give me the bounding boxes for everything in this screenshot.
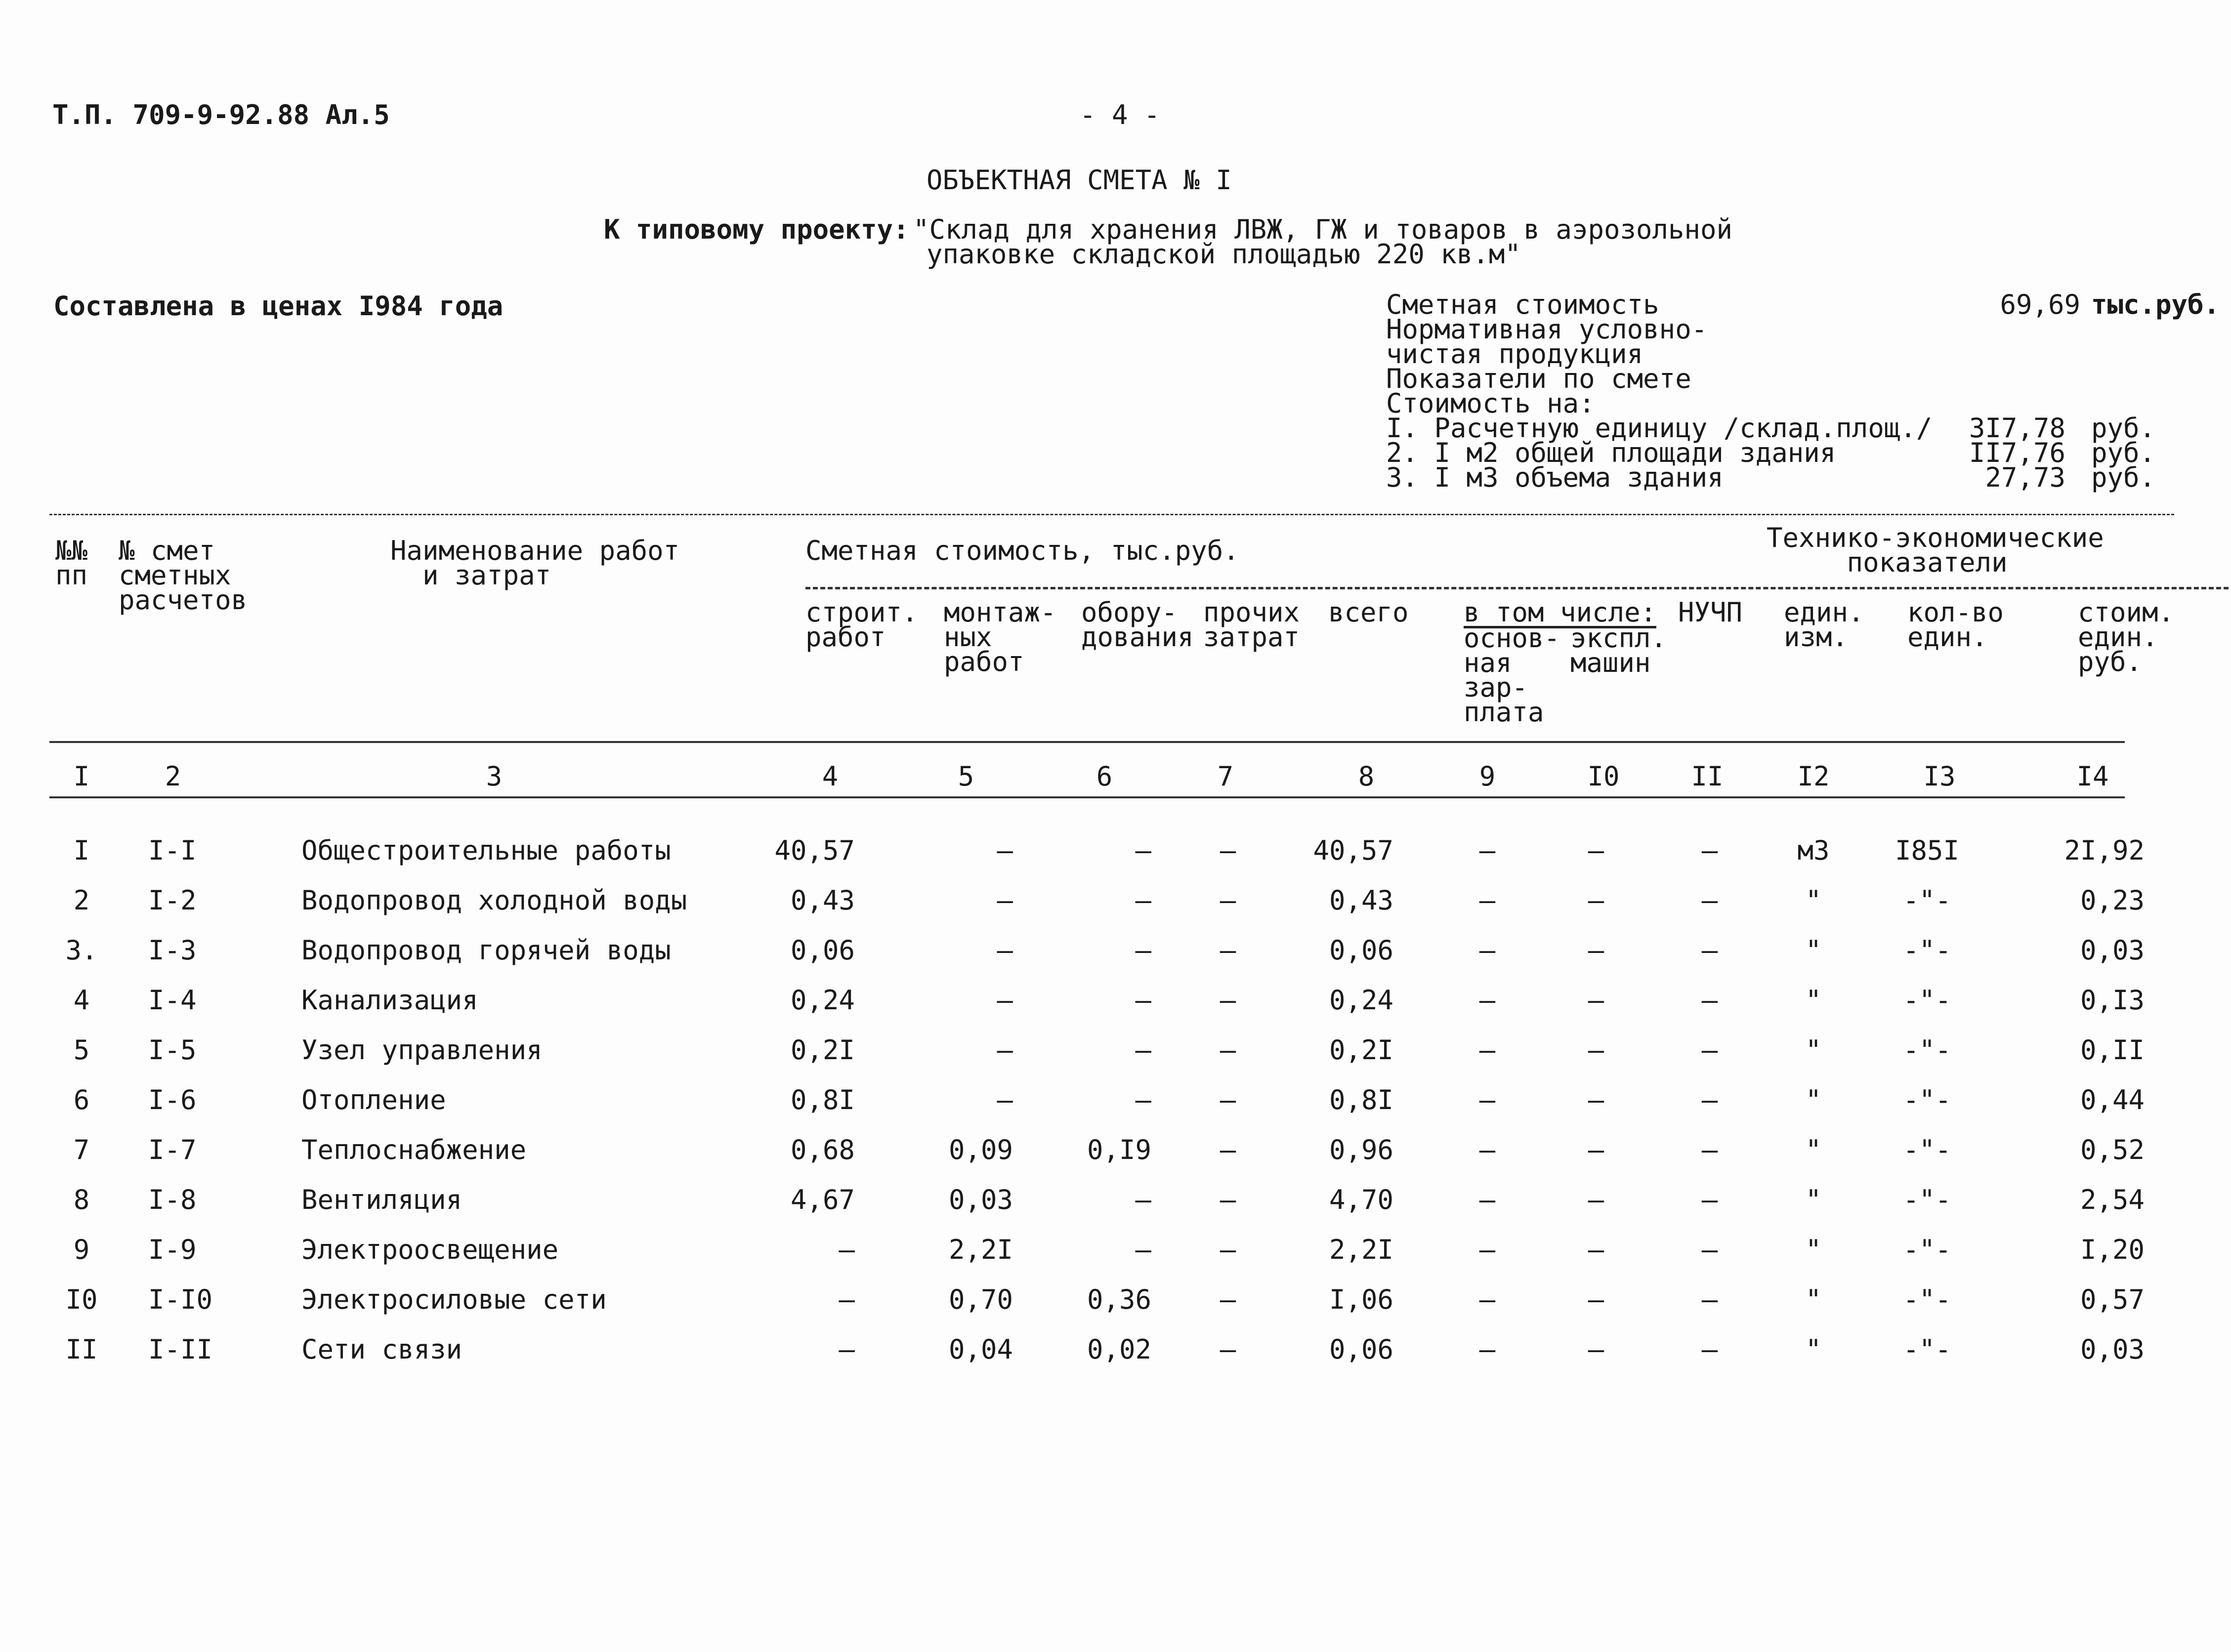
column-numbers-rule [49,796,2125,798]
work-name: Узел управления [301,1034,543,1066]
unit-quantity: -"- [1903,935,1951,966]
estimated-cost-unit: тыс.руб. [2091,289,2220,320]
measure-unit: " [1805,885,1822,916]
col-header-quantity: кол-во един. [1907,597,2004,653]
construction-cost: 4,67 [790,1184,855,1215]
column-number: I4 [2076,761,2109,792]
nuchp: – [1701,1234,1718,1265]
row-number: 8 [73,1184,90,1215]
machine-operation: – [1588,1134,1604,1165]
base-salary: – [1479,1034,1496,1066]
row-number: 6 [73,1084,90,1115]
estimated-cost-value: 69,69 [2000,289,2080,320]
unit-cost: 0,I3 [2080,985,2145,1016]
equipment-cost: – [1135,985,1151,1016]
total-cost: 0,8I [1329,1084,1393,1115]
indicator-label: 2. I м2 общей площади здания [1386,437,1836,468]
unit-quantity: -"- [1903,1034,1951,1066]
unit-quantity: -"- [1903,1234,1951,1265]
equipment-cost: – [1135,1084,1151,1115]
base-salary: – [1479,1184,1496,1215]
work-name: Сети связи [301,1334,463,1365]
column-number: 9 [1479,761,1496,792]
column-number: 3 [486,761,503,792]
machine-operation: – [1588,835,1604,866]
installation-cost: – [997,1084,1013,1115]
work-name: Вентиляция [301,1184,463,1215]
equipment-cost: 0,I9 [1087,1134,1151,1165]
project-name-line2: упаковке складской площадью 220 кв.м" [926,239,1521,270]
base-salary: – [1479,1334,1496,1365]
page-number: - 4 - [1080,99,1160,130]
nuchp: – [1701,835,1718,866]
other-cost: – [1220,935,1236,966]
base-salary: – [1479,835,1496,866]
installation-cost: 2,2I [948,1234,1013,1265]
row-number: I0 [65,1284,98,1315]
equipment-cost: – [1135,885,1151,916]
header-bottom-rule [49,741,2125,743]
base-salary: – [1479,1134,1496,1165]
unit-cost: 0,03 [2080,1334,2145,1365]
estimate-number: I-2 [148,885,197,916]
total-cost: 0,43 [1329,885,1393,916]
indicator-value: 27,73 [1985,462,2065,493]
base-salary: – [1479,1284,1496,1315]
construction-cost: 0,8I [790,1084,855,1115]
measure-unit: " [1805,1334,1822,1365]
col-header-nuchp: НУЧП [1678,597,1743,628]
machine-operation: – [1588,1184,1604,1215]
row-number: 9 [73,1234,90,1265]
nuchp: – [1701,1184,1718,1215]
unit-quantity: -"- [1903,885,1951,916]
other-cost: – [1220,835,1236,866]
row-number: 4 [73,985,90,1016]
indicator-value: II7,76 [1969,437,2065,468]
nuchp: – [1701,985,1718,1016]
machine-operation: – [1588,885,1604,916]
row-number: 2 [73,885,90,916]
unit-cost: I,20 [2080,1234,2145,1265]
installation-cost: – [997,935,1013,966]
including-header: в том числе: [1464,597,1657,628]
unit-quantity: -"- [1903,1084,1951,1115]
equipment-cost: – [1135,1034,1151,1066]
col-header-equipment: обору- дования [1081,597,1194,653]
other-cost: – [1220,1234,1236,1265]
column-number: I2 [1797,761,1830,792]
work-name: Общестроительные работы [301,835,671,866]
construction-cost: 0,24 [790,985,855,1016]
construction-cost: – [839,1234,855,1265]
document-code: Т.П. 709-9-92.88 Ал.5 [52,99,390,130]
indicators-label: Показатели по смете [1386,363,1691,394]
column-number: 7 [1217,761,1234,792]
installation-cost: 0,03 [948,1184,1013,1215]
installation-cost: – [997,1034,1013,1066]
normative-label-1: Нормативная условно- [1386,314,1708,345]
equipment-cost: – [1135,1234,1151,1265]
work-name: Электроосвещение [301,1234,559,1265]
indicator-unit: руб. [2091,462,2156,493]
col-header-estimate-no: № смет сметных расчетов [119,535,248,616]
total-cost: 0,24 [1329,985,1393,1016]
installation-cost: 0,04 [948,1334,1013,1365]
col-header-unit: един. изм. [1784,597,1864,653]
other-cost: – [1220,1284,1236,1315]
column-number: 6 [1096,761,1113,792]
base-salary: – [1479,1234,1496,1265]
col-header-other: прочих затрат [1203,597,1300,653]
col-header-total: всего [1328,597,1409,628]
total-cost: 40,57 [1313,835,1393,866]
total-cost: 0,96 [1329,1134,1393,1165]
total-cost: 0,06 [1329,1334,1393,1365]
estimate-number: I-3 [148,935,197,966]
base-salary: – [1479,935,1496,966]
other-cost: – [1220,885,1236,916]
installation-cost: – [997,835,1013,866]
estimate-number: I-6 [148,1084,197,1115]
column-number: 4 [822,761,839,792]
work-name: Канализация [301,985,478,1016]
measure-unit: " [1805,1184,1822,1215]
total-cost: I,06 [1329,1284,1393,1315]
work-name: Теплоснабжение [301,1134,527,1165]
other-cost: – [1220,1334,1236,1365]
machine-operation: – [1588,1084,1604,1115]
unit-cost: 0,II [2080,1034,2145,1066]
measure-unit: " [1805,1084,1822,1115]
row-number: I [73,835,90,866]
construction-cost: 0,06 [790,935,855,966]
unit-quantity: I85I [1894,835,1960,866]
row-number: 3. [65,935,98,966]
project-label: К типовому проекту: [604,214,909,245]
equipment-cost: – [1135,835,1151,866]
nuchp: – [1701,1284,1718,1315]
measure-unit: " [1805,1234,1822,1265]
estimate-number: I-9 [148,1234,197,1265]
col-header-name: Наименование работ и затрат [390,535,680,591]
estimate-number: I-I0 [148,1284,213,1315]
equipment-cost: 0,36 [1087,1284,1151,1315]
total-cost: 4,70 [1329,1184,1393,1215]
page-title: ОБЪЕКТНАЯ СМЕТА № I [926,165,1232,196]
unit-cost: 0,52 [2080,1134,2145,1165]
indicator-value: 3I7,78 [1969,413,2065,444]
measure-unit: " [1805,985,1822,1016]
unit-cost: 0,23 [2080,885,2145,916]
equipment-cost: – [1135,935,1151,966]
unit-quantity: -"- [1903,1134,1951,1165]
equipment-cost: – [1135,1184,1151,1215]
col-header-number: №№ пп [55,535,88,591]
column-number: I3 [1923,761,1956,792]
construction-cost: 0,2I [790,1034,855,1066]
unit-quantity: -"- [1903,1334,1951,1365]
measure-unit: " [1805,1284,1822,1315]
machine-operation: – [1588,1234,1604,1265]
row-number: II [65,1334,98,1365]
total-cost: 2,2I [1329,1234,1393,1265]
unit-quantity: -"- [1903,985,1951,1016]
col-header-machine-operation: экспл. машин [1570,622,1667,678]
construction-cost: – [839,1334,855,1365]
construction-cost: 0,43 [790,885,855,916]
cost-group-rule [805,587,2229,589]
measure-unit: м3 [1797,835,1830,866]
unit-cost: 0,44 [2080,1084,2145,1115]
unit-cost: 0,57 [2080,1284,2145,1315]
base-salary: – [1479,1084,1496,1115]
work-name: Водопровод холодной воды [301,885,687,916]
col-header-unit-cost: стоим. един. руб. [2078,597,2175,677]
nuchp: – [1701,935,1718,966]
machine-operation: – [1588,1334,1604,1365]
column-number: I [73,761,90,792]
total-cost: 0,2I [1329,1034,1393,1066]
measure-unit: " [1805,1134,1822,1165]
construction-cost: 0,68 [790,1134,855,1165]
column-number: 2 [165,761,181,792]
indicator-label: I. Расчетную единицу /склад.площ./ [1386,413,1933,444]
row-number: 5 [73,1034,90,1066]
indicator-unit: руб. [2091,413,2156,444]
estimate-number: I-7 [148,1134,197,1165]
other-cost: – [1220,1184,1236,1215]
estimate-number: I-8 [148,1184,197,1215]
row-number: 7 [73,1134,90,1165]
measure-unit: " [1805,1034,1822,1066]
indicator-label: 3. I м3 объема здания [1386,462,1724,493]
unit-cost: 2I,92 [2064,835,2145,866]
indicator-unit: руб. [2091,437,2156,468]
nuchp: – [1701,885,1718,916]
machine-operation: – [1588,1284,1604,1315]
column-number: II [1691,761,1724,792]
col-header-base-salary: основ- ная зар- плата [1464,622,1560,728]
column-number: 5 [958,761,974,792]
work-name: Водопровод горячей воды [301,935,671,966]
base-salary: – [1479,885,1496,916]
other-cost: – [1220,1134,1236,1165]
nuchp: – [1701,1034,1718,1066]
estimate-number: I-I [148,835,197,866]
cost-group-header: Сметная стоимость, тыс.руб. [805,535,1239,566]
machine-operation: – [1588,985,1604,1016]
unit-quantity: -"- [1903,1284,1951,1315]
nuchp: – [1701,1334,1718,1365]
prices-note: Составлена в ценах I984 года [53,290,504,322]
nuchp: – [1701,1084,1718,1115]
base-salary: – [1479,985,1496,1016]
cost-per-label: Стоимость на: [1386,388,1595,419]
unit-cost: 0,03 [2080,935,2145,966]
nuchp: – [1701,1134,1718,1165]
col-header-construction: строит. работ [805,597,918,653]
work-name: Электросиловые сети [301,1284,607,1315]
installation-cost: – [997,985,1013,1016]
tech-group-header: Технико-экономические показатели [1767,522,2104,578]
normative-label-2: чистая продукция [1386,338,1643,370]
unit-quantity: -"- [1903,1184,1951,1215]
installation-cost: – [997,885,1013,916]
measure-unit: " [1805,935,1822,966]
construction-cost: – [839,1284,855,1315]
unit-cost: 2,54 [2080,1184,2145,1215]
machine-operation: – [1588,1034,1604,1066]
other-cost: – [1220,985,1236,1016]
construction-cost: 40,57 [774,835,855,866]
other-cost: – [1220,1034,1236,1066]
column-number: 8 [1358,761,1375,792]
installation-cost: 0,70 [948,1284,1013,1315]
project-name-line1: "Склад для хранения ЛВЖ, ГЖ и товаров в аэрозольной [913,214,1733,245]
col-header-installation: монтаж- ных работ [944,597,1056,677]
estimate-number: I-II [148,1334,213,1365]
other-cost: – [1220,1084,1236,1115]
installation-cost: 0,09 [948,1134,1013,1165]
estimate-number: I-4 [148,985,197,1016]
header-top-rule [49,514,2174,515]
estimated-cost-label: Сметная стоимость [1386,289,1659,320]
total-cost: 0,06 [1329,935,1393,966]
machine-operation: – [1588,935,1604,966]
work-name: Отопление [301,1084,446,1115]
column-number: I0 [1587,761,1620,792]
estimate-number: I-5 [148,1034,197,1066]
equipment-cost: 0,02 [1087,1334,1151,1365]
